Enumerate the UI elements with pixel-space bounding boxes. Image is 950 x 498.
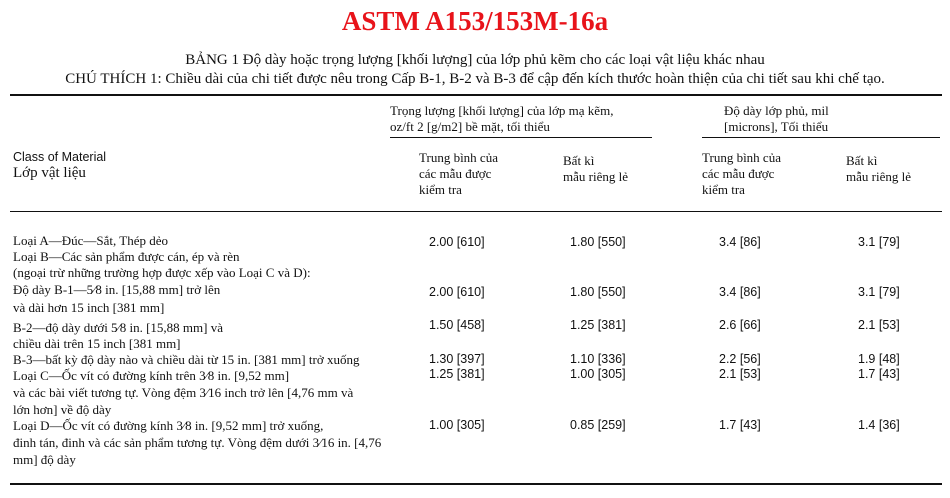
table-top-rule <box>10 94 942 96</box>
weight-group-header: Trọng lượng [khối lượng] của lớp mạ kẽm, <box>390 103 614 118</box>
weight-group-header-units: oz/ft 2 [g/m2] bề mặt, tối thiểu <box>390 119 550 134</box>
cell-value: 1.00 [305] <box>570 367 626 381</box>
cell-value: 1.25 [381] <box>570 318 626 332</box>
cell-value: 1.4 [36] <box>858 418 900 432</box>
thickness-average-header: kiểm tra <box>702 182 745 197</box>
cell-value: 1.25 [381] <box>429 367 485 381</box>
row-label-b2-length: chiều dài trên 15 inch [381 mm] <box>13 336 181 351</box>
cell-value: 2.6 [66] <box>719 318 761 332</box>
cell-value: 1.30 [397] <box>429 352 485 366</box>
document-title: ASTM A153/153M-16a <box>341 6 609 36</box>
table-bottom-rule <box>10 483 942 485</box>
thickness-single-header: Bất kì <box>846 153 878 168</box>
cell-value: 1.7 [43] <box>858 367 900 381</box>
row-label-class-d: Loại D—Ốc vít có đường kính 3⁄8 in. [9,52 mm] trở xuống, <box>13 418 324 433</box>
table-note: CHÚ THÍCH 1: Chiều dài của chi tiết được nêu trong Cấp B-1, B-2 và B-3 để cập đến kích thước hoàn thiện của chi tiết sau khi chế tạo. <box>65 71 885 87</box>
cell-value: 1.10 [336] <box>570 352 626 366</box>
cell-value: 2.00 [610] <box>429 235 485 249</box>
thickness-group-rule <box>702 137 940 138</box>
row-label-class-b: Loại B—Các sản phẩm được cán, ép và rèn <box>13 249 240 264</box>
header-rule <box>10 211 942 212</box>
weight-single-header: Bất kì <box>563 153 595 168</box>
thickness-single-header: mẫu riêng lẻ <box>846 169 911 184</box>
row-label-class-a: Loại A—Đúc—Sắt, Thép dẻo <box>13 233 169 248</box>
cell-value: 1.80 [550] <box>570 235 626 249</box>
row-label-b2: B-2—độ dày dưới 5⁄8 in. [15,88 mm] và <box>13 320 223 335</box>
table-caption: BẢNG 1 Độ dày hoặc trọng lượng [khối lượng] của lớp phủ kẽm cho các loại vật liệu khác nhau <box>185 52 765 68</box>
weight-single-header: mẫu riêng lẻ <box>563 169 628 184</box>
weight-average-header: các mẫu được <box>419 166 492 181</box>
row-label-class-c: Loại C—Ốc vít có đường kính trên 3⁄8 in. [9,52 mm] <box>13 368 290 383</box>
weight-group-rule <box>390 137 652 138</box>
cell-value: 3.1 [79] <box>858 285 900 299</box>
cell-value: 1.9 [48] <box>858 352 900 366</box>
class-header-vi: Lớp vật liệu <box>13 165 86 181</box>
cell-value: 3.4 [86] <box>719 285 761 299</box>
weight-average-header: kiểm tra <box>419 182 462 197</box>
cell-value: 3.4 [86] <box>719 235 761 249</box>
cell-value: 2.1 [53] <box>719 367 761 381</box>
cell-value: 3.1 [79] <box>858 235 900 249</box>
thickness-average-header: các mẫu được <box>702 166 775 181</box>
row-label-class-d-cont: đinh tán, đinh và các sản phẩm tương tự. Vòng đệm dưới 3⁄16 in. [4,76 <box>13 435 382 450</box>
thickness-average-header: Trung bình của <box>702 150 781 165</box>
cell-value: 1.50 [458] <box>429 318 485 332</box>
cell-value: 2.2 [56] <box>719 352 761 366</box>
cell-value: 2.1 [53] <box>858 318 900 332</box>
cell-value: 1.7 [43] <box>719 418 761 432</box>
cell-value: 1.80 [550] <box>570 285 626 299</box>
row-label-b3: B-3—bất kỳ độ dày nào và chiều dài từ 15 in. [381 mm] trở xuống <box>13 352 360 367</box>
thickness-group-header: Độ dày lớp phủ, mil <box>724 103 829 118</box>
weight-average-header: Trung bình của <box>419 150 498 165</box>
thickness-group-header-units: [microns], Tối thiểu <box>724 119 829 134</box>
row-label-b1-length: và dài hơn 15 inch [381 mm] <box>13 300 165 315</box>
class-header-en: Class of Material <box>13 150 107 164</box>
row-label-class-c-cont: và các bài viết tương tự. Vòng đệm 3⁄16 inch trở lên [4,76 mm và <box>13 385 354 400</box>
row-label-class-b-note: (ngoại trừ những trường hợp được xếp vào Loại C và D): <box>13 265 311 280</box>
row-label-b1: Độ dày B-1—5⁄8 in. [15,88 mm] trở lên <box>13 282 221 297</box>
row-label-class-d-cont: mm] độ dày <box>13 452 76 467</box>
cell-value: 1.00 [305] <box>429 418 485 432</box>
row-label-class-c-cont: lớn hơn] về độ dày <box>13 402 112 417</box>
cell-value: 0.85 [259] <box>570 418 626 432</box>
cell-value: 2.00 [610] <box>429 285 485 299</box>
